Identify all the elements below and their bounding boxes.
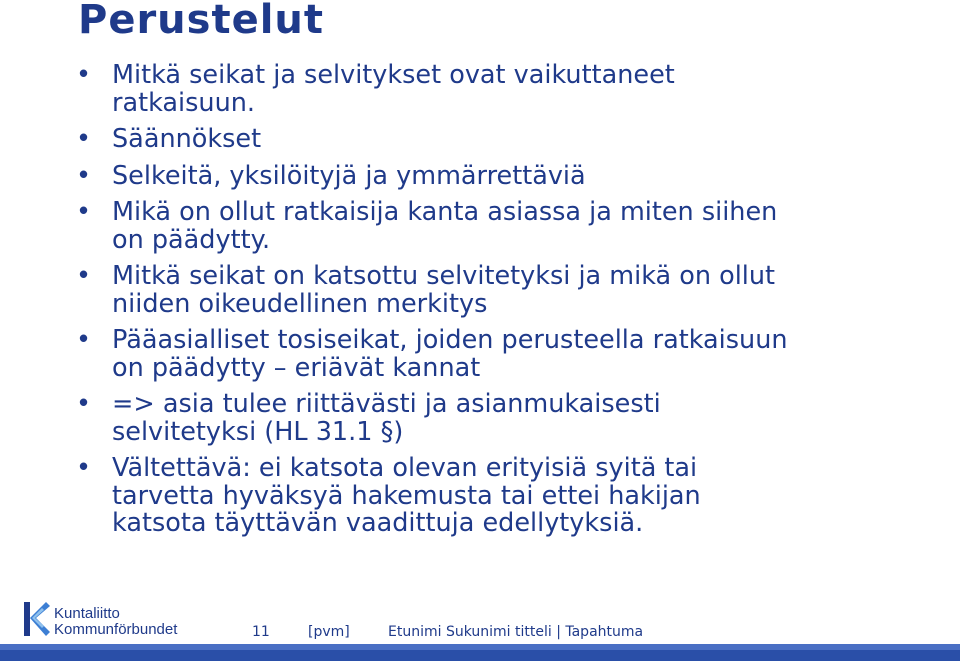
- bullet-item: [72, 263, 932, 318]
- footer-author-event: Etunimi Sukunimi titteli | Tapahtuma: [388, 624, 644, 640]
- bullet-item: [72, 455, 932, 538]
- kuntaliitto-logo: [20, 596, 200, 640]
- bullet-list: [72, 62, 932, 538]
- bullet-item: [72, 62, 932, 117]
- bullet-dot-icon: •: [76, 325, 92, 355]
- bullet-line: niiden oikeudellinen merkitys: [112, 288, 488, 319]
- slide-title: Perustelut: [78, 0, 325, 43]
- kuntaliitto-logo-icon: [20, 596, 52, 640]
- bullet-dot-icon: •: [76, 197, 92, 227]
- bullet-line: Pääasialliset tosiseikat, joiden perusteella ratkaisuun: [112, 325, 788, 355]
- logo-line-1: Kuntaliitto: [54, 605, 120, 622]
- bullet-line: katsota täyttävän vaadittuja edellytyksiä.: [112, 508, 644, 538]
- bullet-line: => asia tulee riittävästi ja asianmukaisesti: [112, 389, 661, 419]
- footer-bar: [0, 644, 960, 661]
- bullet-dot-icon: •: [76, 261, 92, 291]
- bullet-item: [72, 126, 932, 154]
- bullet-item: [72, 160, 932, 191]
- bullet-dot-icon: •: [76, 389, 92, 419]
- bullet-dot-icon: •: [76, 453, 92, 483]
- page-number: 11: [252, 624, 270, 640]
- bullet-line: Vältettävä: ei katsota olevan erityisiä syitä tai: [112, 453, 698, 483]
- bullet-item: [72, 391, 932, 446]
- bullet-item: [72, 199, 932, 254]
- bullet-dot-icon: •: [76, 160, 92, 191]
- bullet-line: Mitkä seikat on katsottu selvitetyksi ja mikä on ollut: [112, 261, 776, 291]
- bullet-line: Mikä on ollut ratkaisija kanta asiassa ja miten siihen: [112, 197, 778, 227]
- bullet-item: [72, 327, 932, 382]
- logo-text: [54, 606, 177, 638]
- bullet-line: on päädytty – eriävät kannat: [112, 352, 481, 383]
- bullet-line: Selkeitä, yksilöityjä ja ymmärrettäviä: [112, 160, 586, 191]
- footer-meta: [252, 624, 643, 640]
- bullet-line: Säännökset: [112, 124, 262, 154]
- logo-line-2: Kommunförbundet: [54, 621, 178, 638]
- bullet-line: tarvetta hyväksyä hakemusta tai ettei hakijan: [112, 480, 701, 511]
- bullet-line: ratkaisuun.: [112, 87, 256, 118]
- footer-date: [pvm]: [308, 624, 350, 640]
- bullet-dot-icon: •: [76, 60, 92, 90]
- slide-footer: [0, 590, 960, 661]
- bullet-line: Mitkä seikat ja selvitykset ovat vaikuttaneet: [112, 60, 675, 90]
- bullet-line: on päädytty.: [112, 224, 271, 255]
- bullet-line: selvitetyksi (HL 31.1 §): [112, 416, 404, 447]
- bullet-dot-icon: •: [76, 124, 92, 154]
